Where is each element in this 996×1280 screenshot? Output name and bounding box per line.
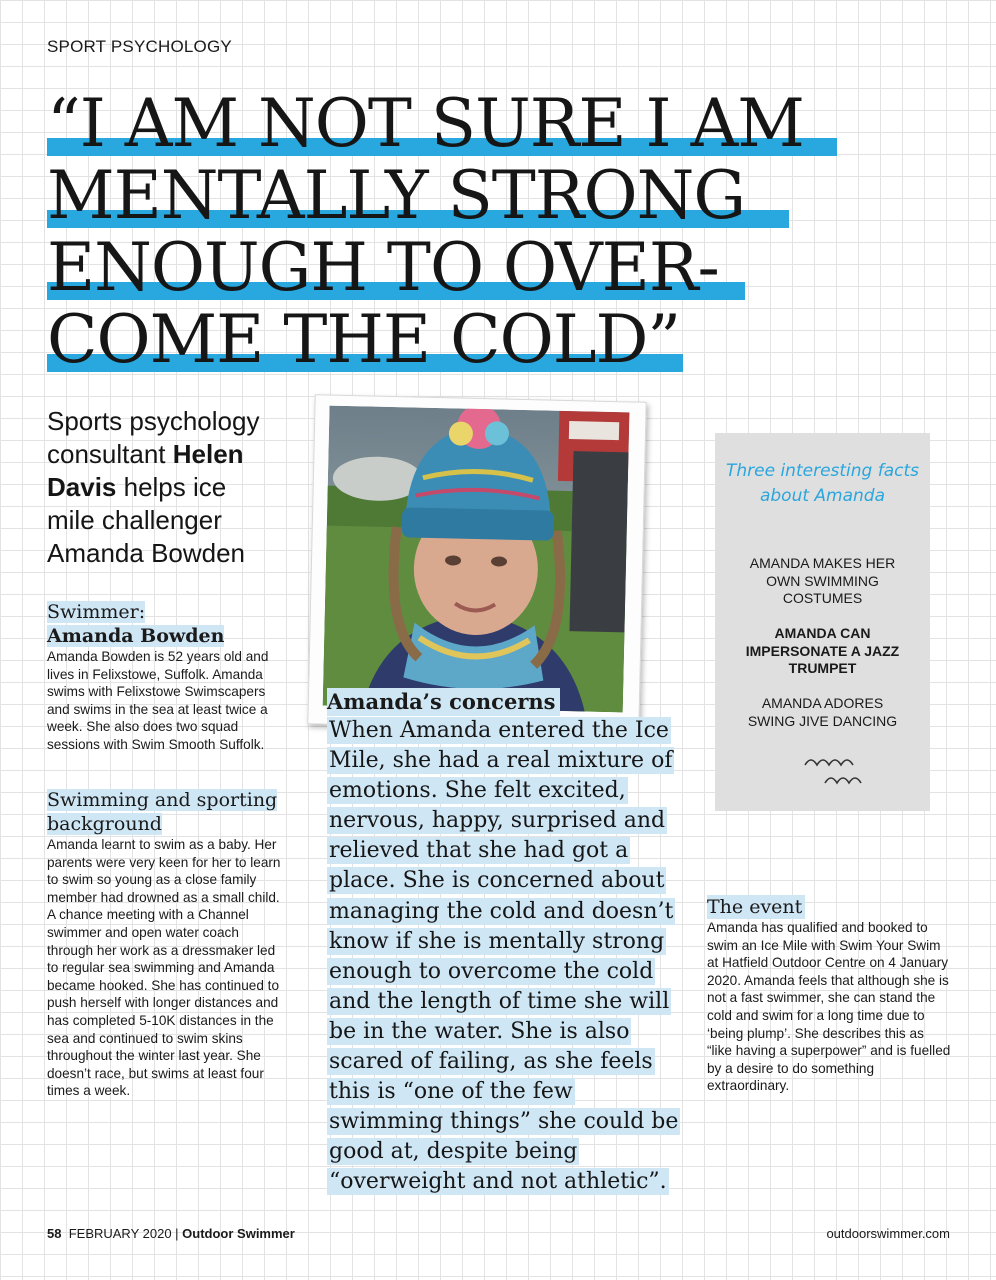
standfirst-intro: Sports psychology consultant bbox=[47, 406, 260, 469]
headline-text-2: MENTALLY STRONG bbox=[47, 157, 746, 234]
headline bbox=[47, 85, 907, 378]
fact-3-text: AMANDA ADORES SWING JIVE DANCING bbox=[747, 695, 898, 729]
issue-date: FEBRUARY 2020 | bbox=[68, 1226, 183, 1241]
waves-icon bbox=[803, 751, 873, 791]
swimmer-label: Swimmer: bbox=[47, 601, 146, 623]
footer-url: outdoorswimmer.com bbox=[826, 1226, 950, 1241]
headline-line-2 bbox=[47, 157, 907, 234]
headline-line-1 bbox=[47, 85, 907, 162]
concerns-body bbox=[327, 716, 687, 1198]
background-body: Amanda learnt to swim as a baby. Her parents were very keen for her to learn to swim so young as a close family member had drowned as a small child. A chance meeting with a Channel swimmer and open water coach through her work as a dressmaker led to regular sea swimming and Amanda became hooked. She has continued to push herself with longer distances and has completed 5-10K distances in the sea and continued to swim skins throughout the winter last year. She doesn’t race, but swims at least four times a week. bbox=[47, 837, 281, 1099]
swimmer-section bbox=[47, 600, 287, 754]
event-body: Amanda has qualified and booked to swim an Ice Mile with Swim Your Swim at Hatfield Outdoor Centre on 4 January 2020. Amanda feels that although she is not a fast swimmer, she can stand the cold and swim for a long time due to ‘being plump’. She describes this as “like having a superpower” and is fuelled by a desire to do something extraordinary. bbox=[707, 920, 951, 1094]
standfirst bbox=[47, 405, 277, 570]
concerns-section bbox=[327, 688, 687, 1198]
footer-left bbox=[47, 1226, 295, 1241]
fact-1-text: AMANDA MAKES HER OWN SWIMMING COSTUMES bbox=[749, 555, 896, 607]
swimmer-body: Amanda Bowden is 52 years old and lives in Felixstowe, Suffolk. Amanda swims with Felixstowe Swimscapers and swims in the sea at least twice a week. She also does two squad sessions with Swim Smooth Suffolk. bbox=[47, 649, 269, 752]
portrait-image bbox=[323, 406, 630, 713]
event-section bbox=[707, 895, 952, 1095]
background-heading: Swimming and sporting background bbox=[47, 789, 278, 835]
swimmer-name: Amanda Bowden bbox=[47, 625, 225, 647]
standfirst-author: Helen Davis bbox=[47, 439, 244, 502]
headline-text-1: “I AM NOT SURE I AM bbox=[47, 85, 804, 162]
concerns-body-text: When Amanda entered the Ice Mile, she had a real mixture of emotions. She felt excited, nervous, happy, surprised and relieved that she had got a place. She is concerned about managing the cold and doesn’t know if she is mentally strong enough to overcome the cold and the length of time she will be in the water. She is also scared of failing, as she feels this is “one of the few swimming things” she could be good at, despite being “overweight and not athletic”. bbox=[329, 718, 679, 1195]
fact-3 bbox=[715, 695, 930, 730]
amanda-photo bbox=[307, 394, 646, 731]
headline-line-3 bbox=[47, 229, 907, 306]
headline-text-3: ENOUGH TO OVER- bbox=[47, 229, 719, 306]
fact-1 bbox=[715, 555, 930, 608]
event-heading: The event bbox=[707, 895, 805, 919]
headline-line-4 bbox=[47, 301, 907, 378]
standfirst-rest: helps ice mile challenger Amanda Bowden bbox=[47, 472, 246, 568]
section-label: SPORT PSYCHOLOGY bbox=[47, 37, 232, 56]
headline-text-4: COME THE COLD” bbox=[47, 301, 681, 378]
fact-2 bbox=[715, 625, 930, 678]
page-number: 58 bbox=[47, 1226, 62, 1241]
facts-title: Three interesting facts about Amanda bbox=[725, 461, 920, 506]
magazine-name: Outdoor Swimmer bbox=[182, 1226, 295, 1241]
fact-2-text: AMANDA CAN IMPERSONATE A JAZZ TRUMPET bbox=[745, 625, 900, 677]
background-section bbox=[47, 788, 287, 1100]
concerns-heading: Amanda’s concerns bbox=[327, 688, 560, 716]
facts-box bbox=[715, 433, 930, 811]
